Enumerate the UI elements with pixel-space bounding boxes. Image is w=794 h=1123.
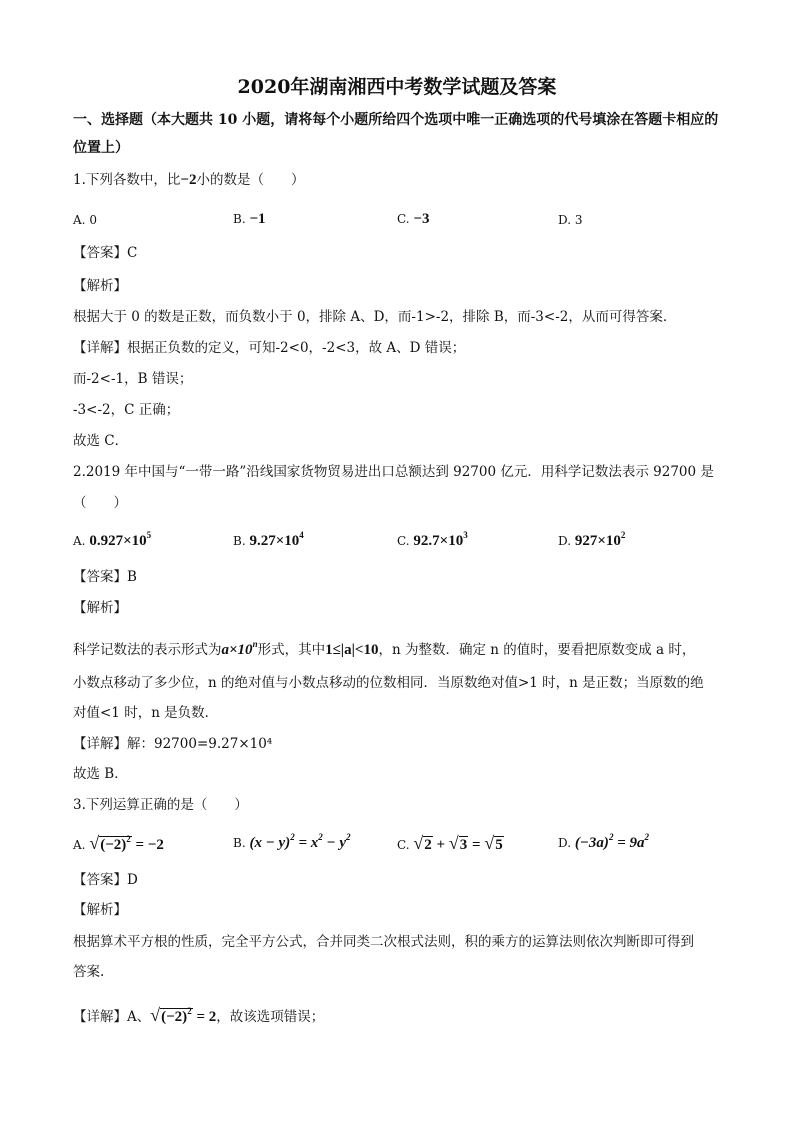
q2-detail-1: 【详解】解：92700=9.27×10⁴ — [73, 736, 273, 752]
q3-option-d: D. $(-3a)^2 = 9a^2$ — [558, 832, 649, 851]
q1-option-c: C. −3 — [397, 211, 430, 227]
q3-analysis-2: 答案. — [73, 964, 105, 980]
q1-option-b: B. −1 — [233, 211, 266, 227]
q2-option-c: C. $92.7\times 10^3$ — [397, 530, 468, 549]
q1-detail-3: -3<-2，C 正确； — [73, 402, 180, 418]
section-heading-cont: 位置上） — [73, 140, 129, 156]
q2-analysis-2: 小数点移动了多少位，n 的绝对值与小数点移动的位数相同．当原数绝对值>1 时，n 是正数；当原数的绝 — [73, 675, 704, 691]
q2-stem: 2.2019 年中国与“一带一路”沿线国家货物贸易进出口总额达到 92700 亿元．用科学记数法表示 92700 是 — [73, 464, 714, 480]
q1-detail-2: 而-2<-1，B 错误； — [73, 371, 193, 387]
q2-analysis-1: 科学记数法的表示形式为$a\times 10^n$形式，其中1≤|a|<10，n 为整数．确定 n 的值时，要看把原数变成 a 时， — [73, 639, 696, 658]
page-title: 2020年湖南湘西中考数学试题及答案 — [237, 76, 557, 98]
q2-answer: 【答案】B — [73, 569, 137, 585]
q2-analysis-head: 【解析】 — [73, 600, 127, 616]
q3-option-a: A. $√(-2)^2 = -2$ — [73, 833, 164, 853]
q2-sci-notation-formula: $a\times 10^n$ — [221, 639, 258, 658]
q2-stem-cont: （ ） — [73, 495, 127, 511]
q3-analysis-1: 根据算术平方根的性质，完全平方公式，合并同类二次根式法则，积的乘方的运算法则依次判断即可得到 — [73, 934, 694, 950]
q3-answer: 【答案】D — [73, 872, 138, 888]
q3-analysis-head: 【解析】 — [73, 902, 127, 918]
q2-analysis-3: 对值<1 时，n 是负数． — [73, 705, 219, 721]
q1-option-d: D. 3 — [558, 213, 583, 227]
q1-option-a: A. 0 — [73, 213, 97, 227]
q1-analysis: 根据大于 0 的数是正数，而负数小于 0，排除 A、D，而-1>-2，排除 B，而-3<-2，从而可得答案． — [73, 309, 677, 325]
q2-range-formula: 1≤|a|<10 — [325, 642, 379, 658]
q1-detail-4: 故选 C． — [73, 433, 129, 449]
q2-detail-2: 故选 B． — [73, 766, 128, 782]
q3-option-b: B. $(x - y)^2 = x^2 - y^2$ — [233, 832, 351, 851]
q1-stem-math: −2 — [180, 172, 197, 188]
section-heading: 一、选择题（本大题共 10 小题，请将每个小题所给四个选项中唯一正确选项的代号填涂在答题卡相应的 — [73, 112, 719, 128]
q3-option-c: C. √2 + √3 = √5 — [397, 833, 503, 853]
q1-detail-1: 【详解】根据正负数的定义，可知-2<0，-2<3，故 A、D 错误； — [73, 340, 466, 356]
q2-option-d: D. $927\times 10^2$ — [558, 530, 626, 549]
q1-stem: 1.下列各数中，比−2小的数是（ ） — [73, 172, 305, 188]
q3-detail: 【详解】A、$√(-2)^2 = 2$，故该选项错误； — [73, 1005, 325, 1025]
q1-analysis-head: 【解析】 — [73, 278, 127, 294]
q2-option-a: A. $0.927\times 10^5$ — [73, 530, 152, 549]
q2-option-b: B. $9.27\times 10^4$ — [233, 530, 304, 549]
q3-stem: 3.下列运算正确的是（ ） — [73, 797, 248, 813]
q1-answer: 【答案】C — [73, 245, 138, 261]
